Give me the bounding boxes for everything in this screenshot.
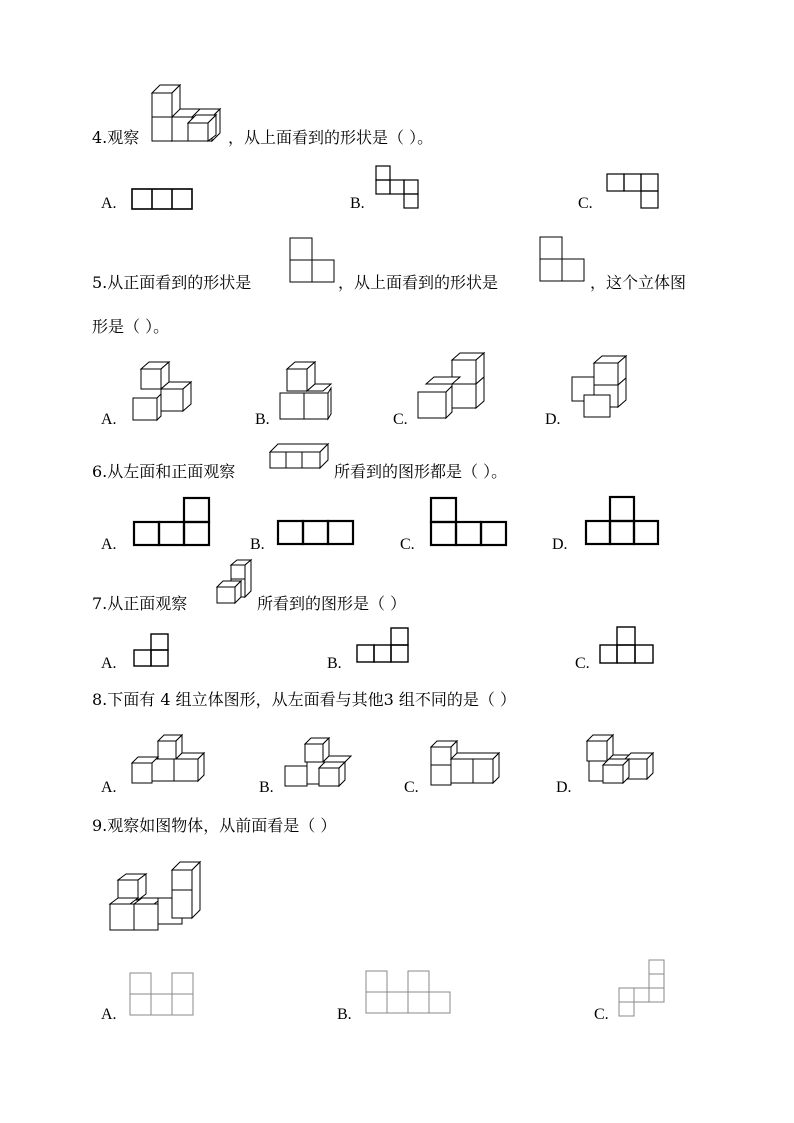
q4-text-before: 观察 <box>107 128 140 147</box>
q5-option-d-label[interactable]: D. <box>545 411 561 428</box>
q9-option-b-figure[interactable] <box>365 970 453 1016</box>
q9-number: 9. <box>92 816 108 835</box>
q5-option-c-figure[interactable] <box>416 352 488 422</box>
q5-text-part3: ，这个立体图 <box>590 273 687 292</box>
q9-option-c-label[interactable]: C. <box>594 1006 609 1023</box>
q7-text-before: 从正面观察 <box>107 594 188 613</box>
q6-number: 6. <box>92 462 108 481</box>
q7-stem <box>92 594 187 614</box>
q4-stem <box>92 128 139 148</box>
q8-option-c-label[interactable]: C. <box>404 779 419 796</box>
q6-stem <box>92 462 235 482</box>
q4-option-a-label[interactable]: A. <box>101 195 117 212</box>
q5-option-a-label[interactable]: A. <box>101 411 117 428</box>
q8-option-b-label[interactable]: B. <box>259 779 274 796</box>
q5-option-c-label[interactable]: C. <box>393 411 408 428</box>
q7-option-c-label[interactable]: C. <box>575 655 590 672</box>
q4-option-c-label[interactable]: C. <box>578 195 593 212</box>
q8-option-c-figure[interactable] <box>429 739 503 789</box>
q8-option-a-figure[interactable] <box>128 733 208 789</box>
q6-option-a-label[interactable]: A. <box>101 536 117 553</box>
q4-solid-figure <box>150 83 222 143</box>
q4-option-b-label[interactable]: B. <box>350 195 365 212</box>
q8-option-d-label[interactable]: D. <box>556 779 572 796</box>
q5-option-a-figure[interactable] <box>131 361 195 423</box>
q9-text: 观察如图物体，从前面看是（ ） <box>107 816 337 835</box>
q4-option-b-figure[interactable] <box>375 165 421 211</box>
q8-number: 8. <box>92 690 108 709</box>
q5-number: 5. <box>92 273 108 292</box>
q9-solid-figure <box>108 860 204 934</box>
q9-option-a-label[interactable]: A. <box>101 1006 117 1023</box>
q7-solid-figure <box>213 559 255 607</box>
q6-option-a-figure[interactable] <box>131 496 211 548</box>
q7-number: 7. <box>92 594 108 613</box>
q7-text-after: 所看到的图形是（ ） <box>257 594 407 613</box>
q5-front-view-figure <box>289 237 337 285</box>
q5-option-b-figure[interactable] <box>279 361 335 423</box>
q6-text-after: 所看到的图形都是（ ）。 <box>334 462 508 481</box>
q4-number: 4. <box>92 128 108 147</box>
q6-option-c-label[interactable]: C. <box>400 536 415 553</box>
q8-option-d-figure[interactable] <box>585 733 657 789</box>
q5-text-part1: 从正面看到的形状是 <box>107 273 252 292</box>
q8-option-b-figure[interactable] <box>283 736 355 792</box>
q4-option-c-figure[interactable] <box>606 173 660 211</box>
q6-option-d-figure[interactable] <box>584 495 662 547</box>
q8-text: 下面有 4 组立体图形，从左面看与其他3 组不同的是（ ） <box>107 690 516 709</box>
q7-option-b-label[interactable]: B. <box>327 655 342 672</box>
q5-text-part2: ，从上面看到的形状是 <box>338 273 499 292</box>
q7-option-c-figure[interactable] <box>599 626 657 666</box>
q5-option-b-label[interactable]: B. <box>255 411 270 428</box>
q9-option-b-label[interactable]: B. <box>337 1006 352 1023</box>
q6-solid-figure <box>266 440 330 472</box>
q9-option-a-figure[interactable] <box>129 972 195 1018</box>
q4-option-a-figure[interactable] <box>131 188 193 210</box>
q8-stem <box>92 690 516 710</box>
q8-option-a-label[interactable]: A. <box>101 779 117 796</box>
q6-option-d-label[interactable]: D. <box>552 536 568 553</box>
q5-stem-line1 <box>92 273 251 293</box>
q9-option-c-figure[interactable] <box>618 959 666 1019</box>
q9-stem <box>92 816 336 836</box>
q4-text-after: ，从上面看到的形状是（ ）。 <box>228 128 434 147</box>
q5-top-view-figure <box>539 236 587 284</box>
q6-option-b-figure[interactable] <box>276 519 356 547</box>
q5-option-d-figure[interactable] <box>570 355 630 421</box>
q6-option-c-figure[interactable] <box>429 496 509 548</box>
q6-text-before: 从左面和正面观察 <box>107 462 236 481</box>
q7-option-a-label[interactable]: A. <box>101 655 117 672</box>
q7-option-a-figure[interactable] <box>133 633 171 669</box>
q7-option-b-figure[interactable] <box>356 627 412 665</box>
q6-option-b-label[interactable]: B. <box>250 536 265 553</box>
q5-text-line2: 形是（ ）。 <box>92 317 170 336</box>
